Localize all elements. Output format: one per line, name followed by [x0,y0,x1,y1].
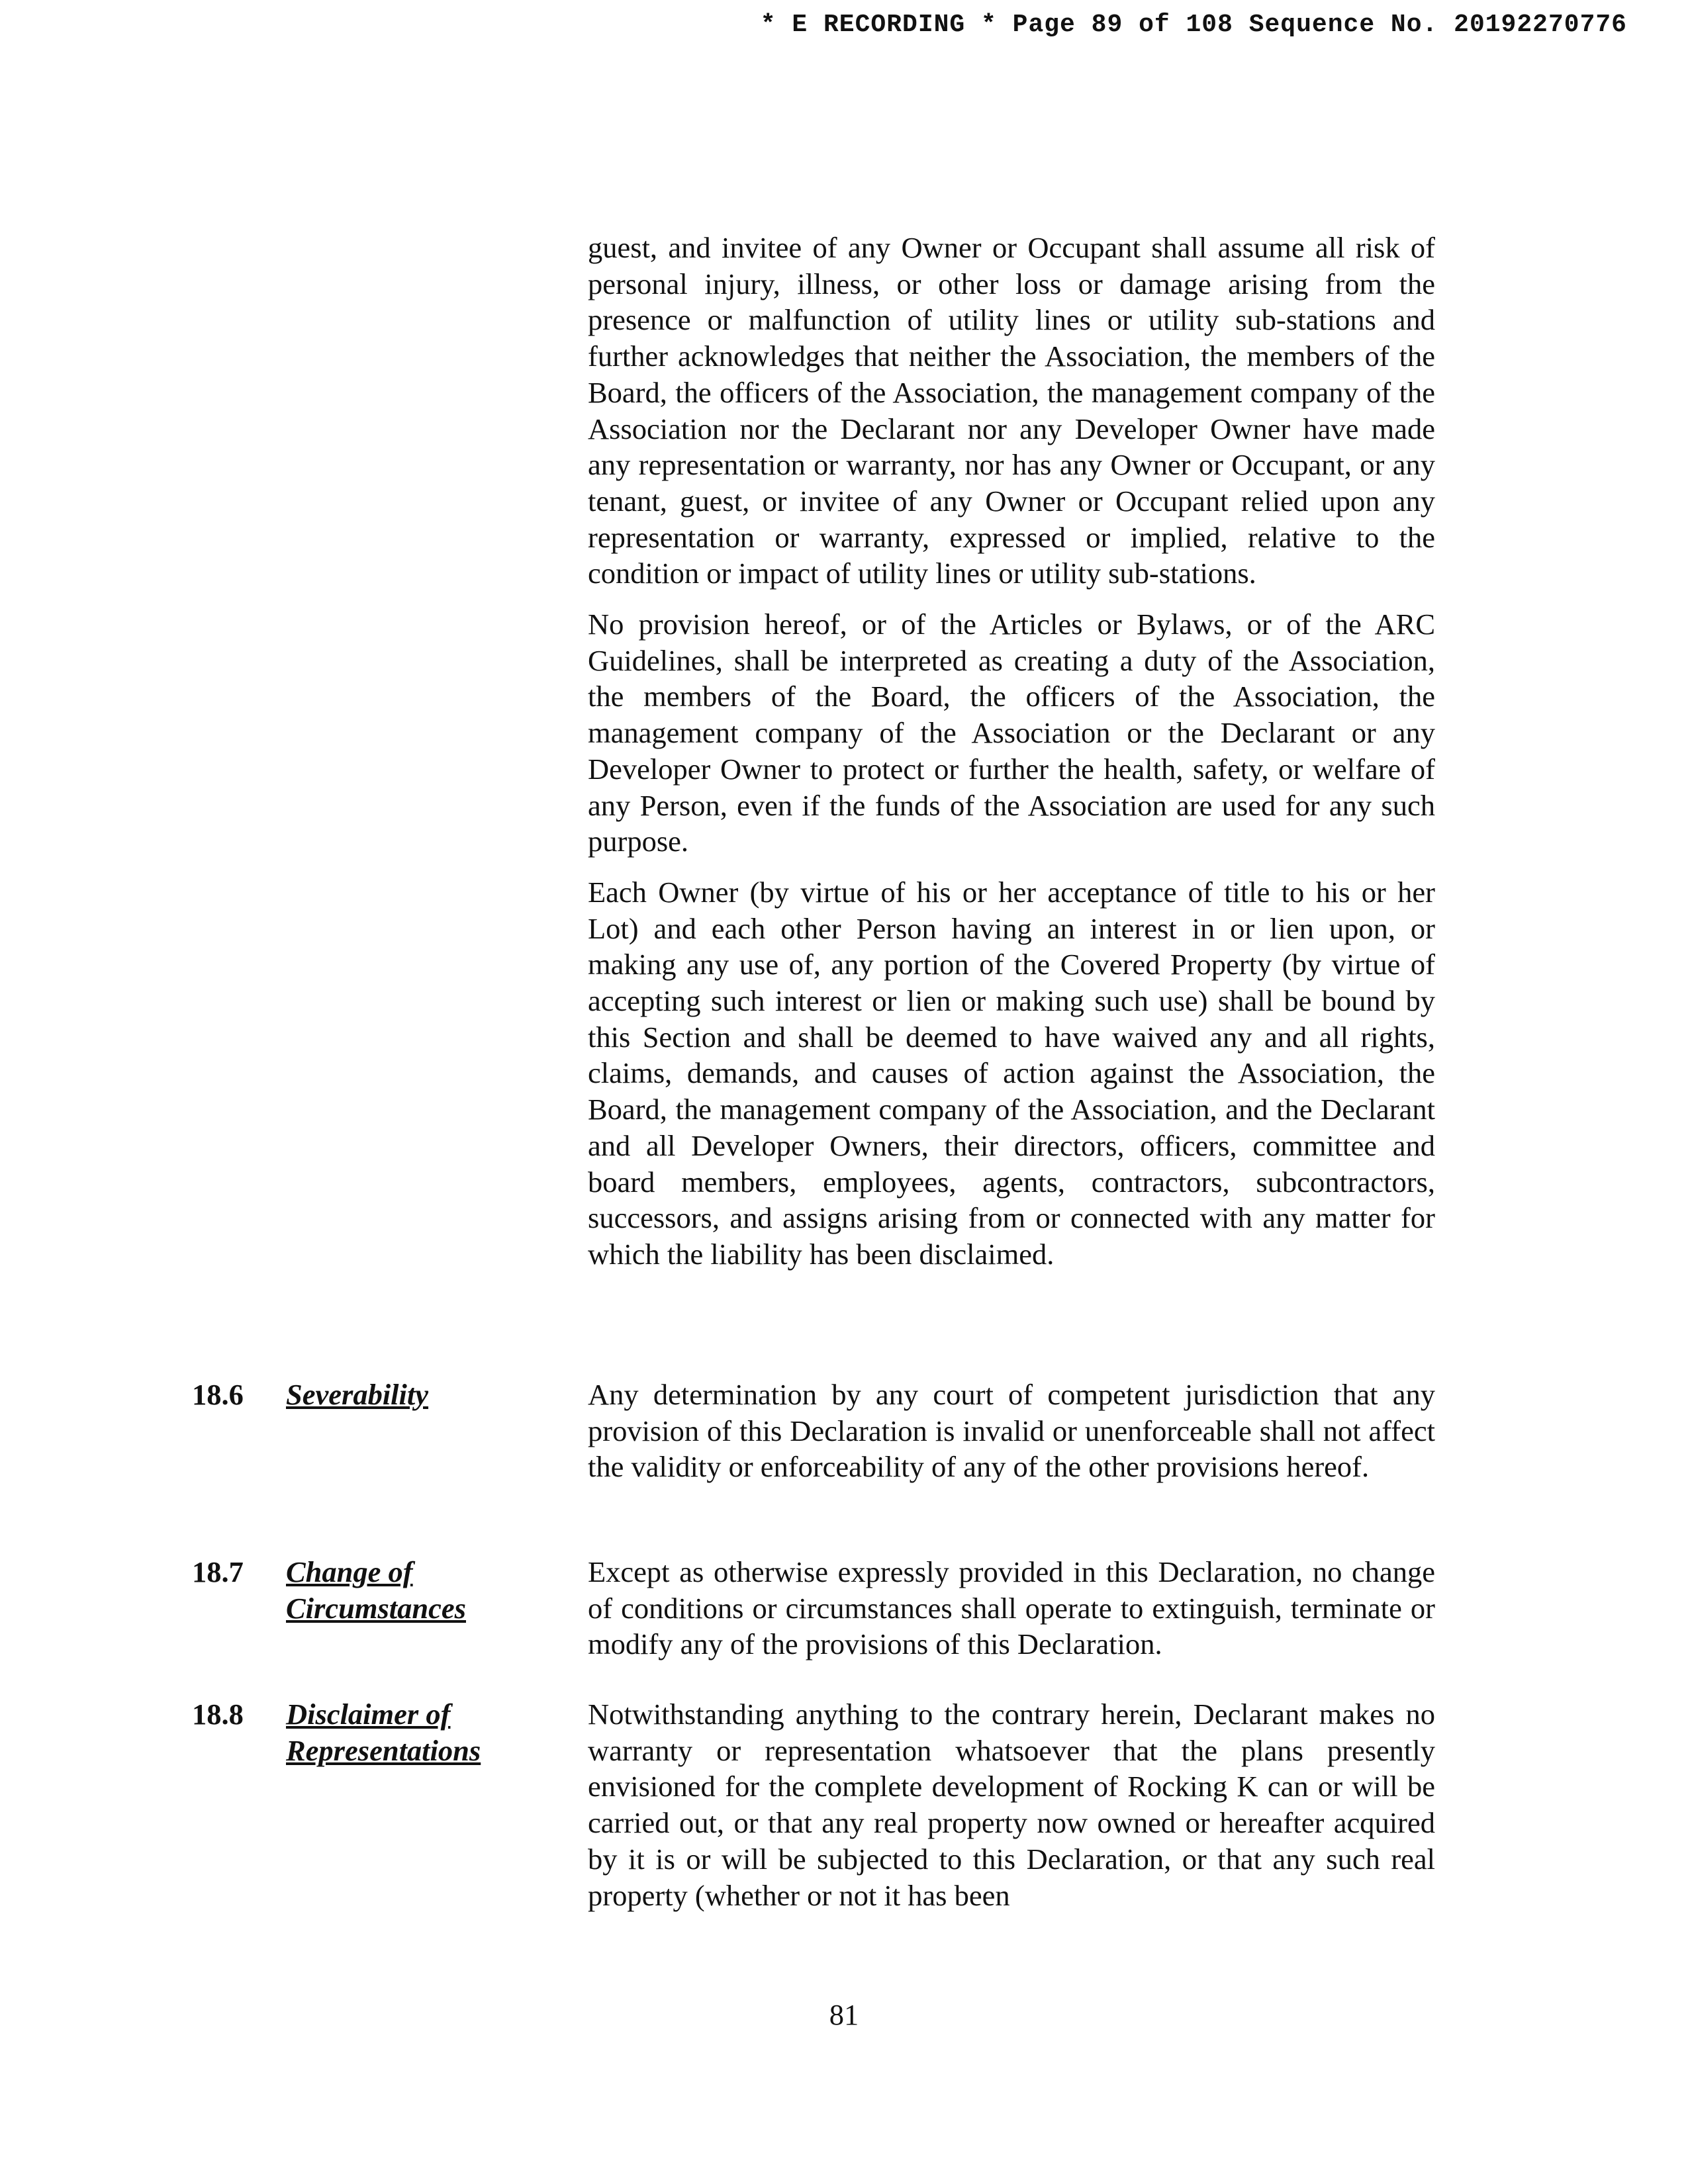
section-title-change-of-circumstances [286,1554,524,1626]
section-paragraph: Notwithstanding anything to the contrary herein, Declarant makes no warranty or representation whatsoever that the plans presently envisioned for the complete development of Rocking K can or will be carried out, or that any real property now owned or hereafter acquired by it is or will be subjected to this Declaration, or that any such real property (whether or not it has been [588,1698,1435,1912]
paragraph-waiver: Each Owner (by virtue of his or her acceptance of title to his or her Lot) and each other Person having an interest in or lien upon, or making any use of, any portion of the Covered Property (by virtue of accepting such interest or lien or making such use) shall be bound by this Section and shall be deemed to have waived any and all rights, claims, demands, and causes of action against the Association, the Board, the management company of the Association, and the Declarant and all Developer Owners, their directors, officers, committee and board members, employees, agents, contractors, subcontractors, successors, and assigns arising from or connected with any matter for which the liability has been disclaimed. [588,875,1435,1271]
section-title-line: Circumstances [286,1591,466,1625]
page-number: 81 [829,1998,859,2031]
paragraph-utility-risk: guest, and invitee of any Owner or Occupant shall assume all risk of personal injury, illness, or other loss or damage arising from the presence or malfunction of utility lines or utility sub-stations and further acknowledges that neither the Association, the members of the Board, the officers of the Association, the management company of the Association nor the Declarant nor any Developer Owner have made any representation or warranty, nor has any Owner or Occupant, or any tenant, guest, or invitee of any Owner or Occupant relied upon any representation or warranty, expressed or implied, relative to the condition or impact of utility lines or utility sub-stations. [588,231,1435,590]
section-text-18-6 [588,1377,1435,1500]
section-title-severability [286,1377,524,1413]
continuation-block [588,230,1435,1287]
section-number-18-6: 18.6 [192,1378,244,1411]
section-text-18-7 [588,1554,1435,1677]
section-number-18-7: 18.7 [192,1555,244,1588]
section-title-line: Severability [286,1378,429,1411]
recording-header: * E RECORDING * Page 89 of 108 Sequence No. 20192270776 [760,11,1627,39]
section-number-18-8: 18.8 [192,1698,244,1731]
section-title-line: Change of [286,1555,413,1588]
paragraph-no-duty: No provision hereof, or of the Articles or Bylaws, or of the ARC Guidelines, shall be interpreted as creating a duty of the Association, the members of the Board, the officers of the Association, the management company of the Association or the Declarant or any Developer Owner to protect or further the health, safety, or welfare of any Person, even if the funds of the Association are used for any such purpose. [588,608,1435,858]
section-title-disclaimer-of-representations [286,1696,524,1768]
section-text-18-8 [588,1696,1435,1928]
section-paragraph: Any determination by any court of competent jurisdiction that any provision of this Declaration is invalid or unenforceable shall not affect the validity or enforceability of any of the other provisions hereof. [588,1378,1435,1484]
section-title-line: Representations [286,1733,481,1767]
section-paragraph: Except as otherwise expressly provided in this Declaration, no change of conditions or circumstances shall operate to extinguish, terminate or modify any of the provisions of this Declaration. [588,1555,1435,1661]
section-title-line: Disclaimer of [286,1698,451,1731]
